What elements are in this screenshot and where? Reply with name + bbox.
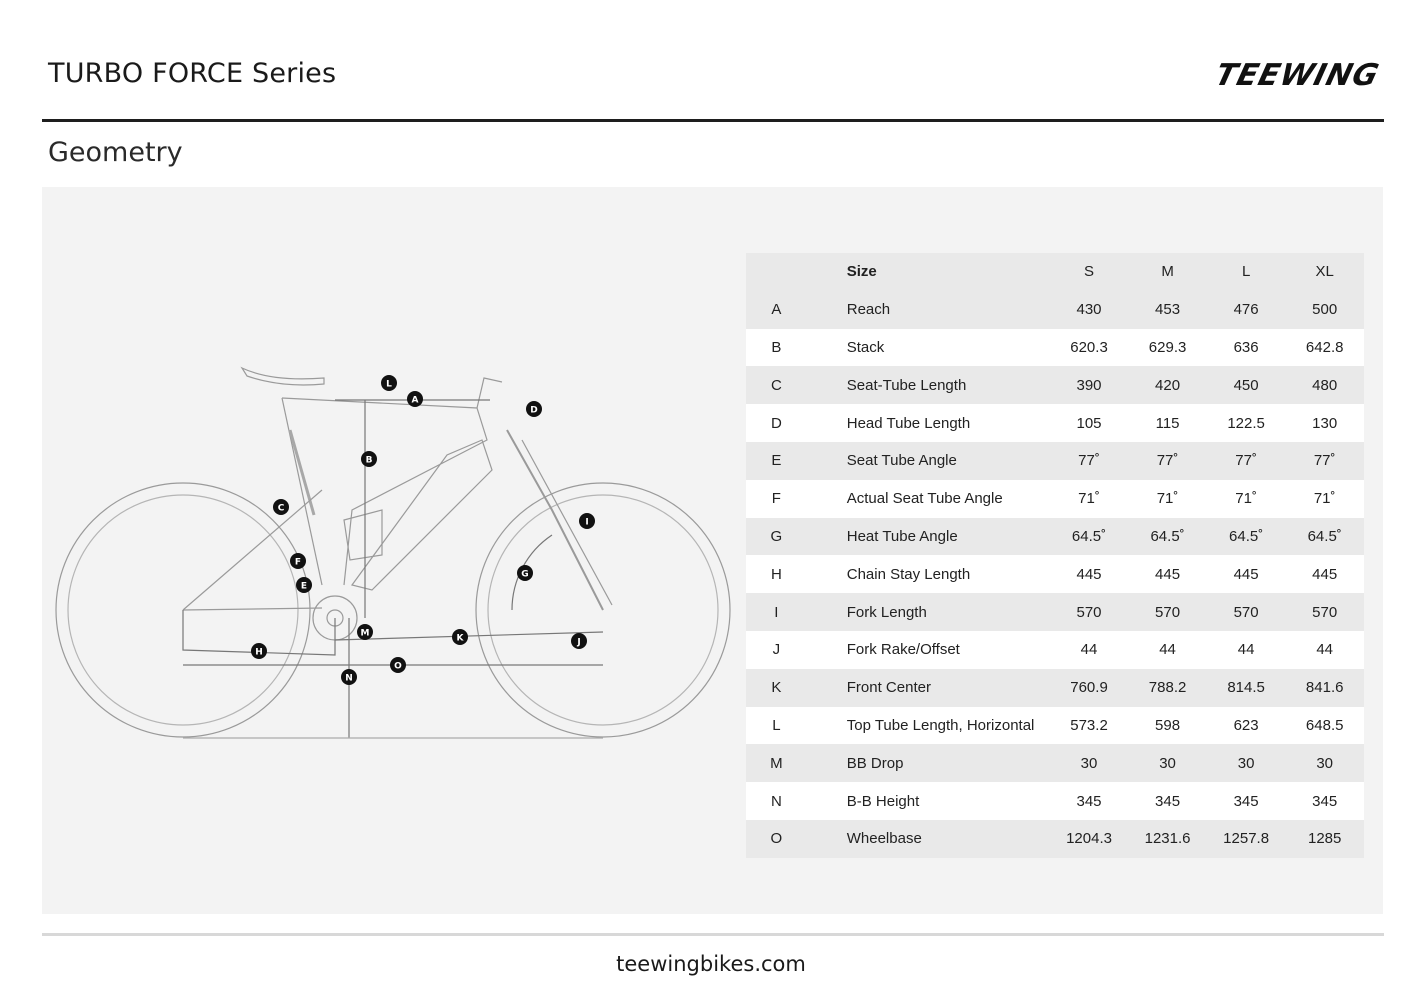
svg-text:C: C <box>277 503 285 514</box>
value-m: 1231.6 <box>1128 820 1207 858</box>
value-m: 420 <box>1128 366 1207 404</box>
marker-G <box>517 565 533 581</box>
value-m: 445 <box>1128 555 1207 593</box>
value-xl: 44 <box>1285 631 1364 669</box>
value-s: 1204.3 <box>1050 820 1129 858</box>
table-header-row <box>746 253 1364 291</box>
value-xl: 480 <box>1285 366 1364 404</box>
value-s: 345 <box>1050 782 1129 820</box>
value-l: 623 <box>1207 707 1286 745</box>
row-name: Seat Tube Angle <box>807 442 1050 480</box>
value-s: 573.2 <box>1050 707 1129 745</box>
footer-website: teewingbikes.com <box>616 952 806 976</box>
svg-text:A: A <box>411 395 419 406</box>
header-size-m: M <box>1128 253 1207 291</box>
svg-text:H: H <box>255 647 263 658</box>
row-name: Actual Seat Tube Angle <box>807 480 1050 518</box>
value-xl: 64.5˚ <box>1285 518 1364 556</box>
value-xl: 71˚ <box>1285 480 1364 518</box>
value-m: 44 <box>1128 631 1207 669</box>
marker-N <box>341 669 357 685</box>
value-xl: 642.8 <box>1285 329 1364 367</box>
value-m: 77˚ <box>1128 442 1207 480</box>
row-name: Seat-Tube Length <box>807 366 1050 404</box>
header-size-xl: XL <box>1285 253 1364 291</box>
value-l: 64.5˚ <box>1207 518 1286 556</box>
value-xl: 1285 <box>1285 820 1364 858</box>
row-key: L <box>746 707 807 745</box>
header-size: Size <box>807 253 1050 291</box>
row-name: BB Drop <box>807 744 1050 782</box>
front-center-line <box>335 632 603 640</box>
value-l: 44 <box>1207 631 1286 669</box>
svg-text:E: E <box>300 581 308 592</box>
value-m: 71˚ <box>1128 480 1207 518</box>
row-name: Fork Length <box>807 593 1050 631</box>
row-key: C <box>746 366 807 404</box>
marker-C <box>273 499 289 515</box>
series-title: TURBO FORCE Series <box>48 58 337 89</box>
row-key: B <box>746 329 807 367</box>
saddle <box>242 368 324 385</box>
header-divider <box>42 119 1384 122</box>
section-title: Geometry <box>48 137 183 168</box>
marker-M <box>357 624 373 640</box>
row-key: A <box>746 291 807 329</box>
row-name: B-B Height <box>807 782 1050 820</box>
seatpost <box>290 430 314 515</box>
value-m: 345 <box>1128 782 1207 820</box>
table-row <box>746 480 1364 518</box>
table-row <box>746 820 1364 858</box>
row-key: J <box>746 631 807 669</box>
value-xl: 445 <box>1285 555 1364 593</box>
row-name: Stack <box>807 329 1050 367</box>
row-key: H <box>746 555 807 593</box>
value-m: 115 <box>1128 404 1207 442</box>
svg-text:N: N <box>345 673 353 684</box>
table-row <box>746 744 1364 782</box>
frame-top-tube <box>282 395 487 585</box>
marker-A <box>407 391 423 407</box>
table-row <box>746 669 1364 707</box>
value-s: 430 <box>1050 291 1129 329</box>
table-row <box>746 518 1364 556</box>
row-name: Heat Tube Angle <box>807 518 1050 556</box>
row-key: M <box>746 744 807 782</box>
marker-K <box>452 629 468 645</box>
value-s: 64.5˚ <box>1050 518 1129 556</box>
row-key: E <box>746 442 807 480</box>
svg-text:I: I <box>585 517 589 528</box>
row-key: N <box>746 782 807 820</box>
svg-text:D: D <box>530 405 538 416</box>
row-name: Wheelbase <box>807 820 1050 858</box>
table-row <box>746 593 1364 631</box>
value-s: 760.9 <box>1050 669 1129 707</box>
row-key: G <box>746 518 807 556</box>
value-s: 445 <box>1050 555 1129 593</box>
value-l: 450 <box>1207 366 1286 404</box>
marker-F <box>290 553 306 569</box>
marker-J <box>571 633 587 649</box>
header-size-s: S <box>1050 253 1129 291</box>
geometry-table <box>746 253 1364 858</box>
row-name: Reach <box>807 291 1050 329</box>
value-xl: 30 <box>1285 744 1364 782</box>
value-l: 77˚ <box>1207 442 1286 480</box>
table-row <box>746 631 1364 669</box>
value-s: 77˚ <box>1050 442 1129 480</box>
value-s: 71˚ <box>1050 480 1129 518</box>
value-xl: 345 <box>1285 782 1364 820</box>
value-m: 570 <box>1128 593 1207 631</box>
svg-text:B: B <box>365 455 373 466</box>
svg-text:G: G <box>521 569 529 580</box>
value-l: 1257.8 <box>1207 820 1286 858</box>
row-key: F <box>746 480 807 518</box>
table-row <box>746 555 1364 593</box>
marker-E <box>296 577 312 593</box>
value-xl: 77˚ <box>1285 442 1364 480</box>
header-size-l: L <box>1207 253 1286 291</box>
svg-text:K: K <box>456 633 464 644</box>
marker-D <box>526 401 542 417</box>
row-key: K <box>746 669 807 707</box>
table-row <box>746 782 1364 820</box>
value-s: 44 <box>1050 631 1129 669</box>
value-s: 105 <box>1050 404 1129 442</box>
table-row <box>746 707 1364 745</box>
brand-logo: TEEWING <box>1211 58 1383 93</box>
row-name: Top Tube Length, Horizontal <box>807 707 1050 745</box>
handlebar <box>477 378 502 408</box>
value-s: 390 <box>1050 366 1129 404</box>
table-row <box>746 329 1364 367</box>
value-xl: 841.6 <box>1285 669 1364 707</box>
value-m: 598 <box>1128 707 1207 745</box>
value-m: 788.2 <box>1128 669 1207 707</box>
svg-text:O: O <box>394 661 402 672</box>
value-xl: 570 <box>1285 593 1364 631</box>
geometry-markers <box>251 375 595 685</box>
value-xl: 500 <box>1285 291 1364 329</box>
marker-L <box>381 375 397 391</box>
marker-O <box>390 657 406 673</box>
value-l: 345 <box>1207 782 1286 820</box>
value-s: 620.3 <box>1050 329 1129 367</box>
value-m: 629.3 <box>1128 329 1207 367</box>
table-row <box>746 442 1364 480</box>
fork-leg <box>522 440 612 605</box>
svg-text:L: L <box>386 379 392 390</box>
value-l: 71˚ <box>1207 480 1286 518</box>
value-m: 64.5˚ <box>1128 518 1207 556</box>
row-name: Head Tube Length <box>807 404 1050 442</box>
value-l: 814.5 <box>1207 669 1286 707</box>
value-l: 122.5 <box>1207 404 1286 442</box>
value-xl: 130 <box>1285 404 1364 442</box>
header-key <box>746 253 807 291</box>
row-name: Chain Stay Length <box>807 555 1050 593</box>
row-name: Fork Rake/Offset <box>807 631 1050 669</box>
table-row <box>746 366 1364 404</box>
marker-B <box>361 451 377 467</box>
value-s: 30 <box>1050 744 1129 782</box>
row-key: O <box>746 820 807 858</box>
table-row <box>746 291 1364 329</box>
marker-H <box>251 643 267 659</box>
row-key: I <box>746 593 807 631</box>
value-l: 476 <box>1207 291 1286 329</box>
value-l: 30 <box>1207 744 1286 782</box>
chain-stay <box>183 608 322 610</box>
table-row <box>746 404 1364 442</box>
row-key: D <box>746 404 807 442</box>
footer-divider <box>42 933 1384 936</box>
value-l: 636 <box>1207 329 1286 367</box>
value-s: 570 <box>1050 593 1129 631</box>
value-xl: 648.5 <box>1285 707 1364 745</box>
value-l: 445 <box>1207 555 1286 593</box>
svg-text:M: M <box>360 628 370 639</box>
svg-text:F: F <box>294 557 302 568</box>
bike-geometry-diagram <box>52 360 736 750</box>
row-name: Front Center <box>807 669 1050 707</box>
marker-I <box>579 513 595 529</box>
value-l: 570 <box>1207 593 1286 631</box>
svg-text:J: J <box>577 637 581 648</box>
value-m: 453 <box>1128 291 1207 329</box>
value-m: 30 <box>1128 744 1207 782</box>
